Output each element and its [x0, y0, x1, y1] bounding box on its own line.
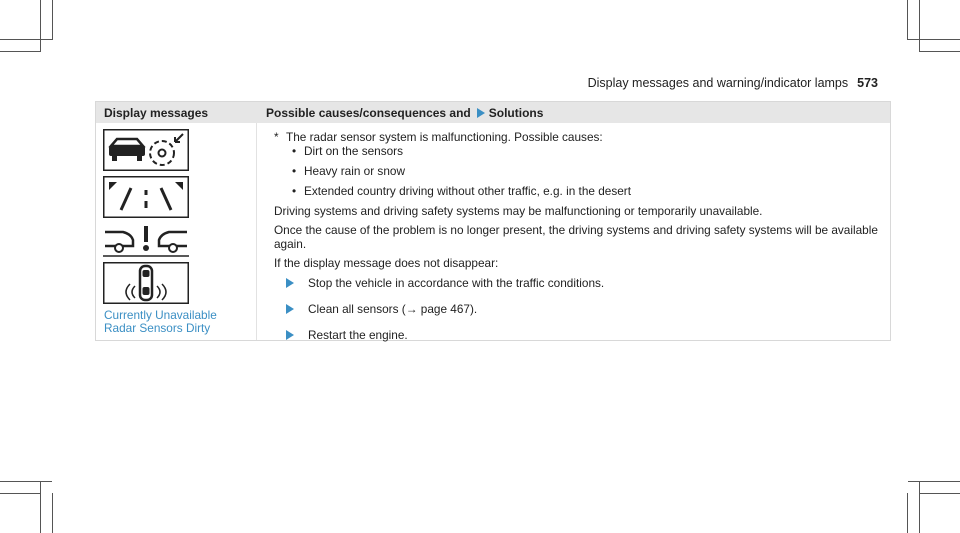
step-arrow-icon: [286, 330, 294, 340]
page-header-title: Display messages and warning/indicator lamps: [587, 76, 849, 90]
status-line-2: Radar Sensors Dirty: [104, 321, 211, 335]
crop-mark: [40, 481, 41, 533]
crop-mark: [0, 493, 41, 494]
radar-sensor-gauge-icon: [103, 129, 189, 171]
col-heading-causes: [266, 106, 543, 120]
column-divider: [256, 123, 257, 340]
vehicle-distance-warning-icon: [103, 222, 189, 258]
paragraph: If the display message does not disappear:: [274, 256, 499, 270]
crop-mark: [919, 51, 960, 52]
list-item: • Extended country driving without other traffic, e.g. in the desert: [292, 184, 884, 198]
col-heading-causes-text: Possible causes/consequences and: [266, 106, 471, 120]
status-line-1: Currently Unavailable: [104, 308, 217, 322]
crop-mark: [0, 481, 52, 482]
col-heading-solutions-text: Solutions: [488, 106, 544, 120]
crop-mark: [919, 493, 960, 494]
list-item: • Dirt on the sensors: [292, 144, 884, 158]
solution-arrow-icon: [477, 108, 485, 118]
message-table: [95, 101, 891, 341]
lane-assist-lines-icon: [103, 176, 189, 218]
crop-mark: [0, 51, 41, 52]
table-header: [96, 102, 890, 123]
step-arrow-icon: [286, 278, 294, 288]
crop-mark: [908, 39, 960, 40]
paragraph: Once the cause of the problem is no longer present, the driving systems and driving safety systems will be available again.: [274, 223, 878, 251]
crop-mark: [919, 481, 920, 533]
intro-sentence: The radar sensor system is malfunctioning. Possible causes:: [286, 130, 603, 144]
cause-list: [292, 144, 884, 198]
step-arrow-icon: [286, 304, 294, 314]
page-number: 573: [857, 76, 878, 90]
paragraph: Driving systems and driving safety systems may be malfunctioning or temporarily unavailable.: [274, 204, 763, 218]
crop-mark: [908, 481, 960, 482]
intro-text: [274, 130, 884, 144]
crop-mark: [907, 493, 908, 533]
list-item: [274, 302, 884, 316]
list-item: [274, 328, 884, 342]
crop-mark: [52, 0, 53, 40]
step-text: Restart the engine.: [308, 328, 408, 342]
page-header: [588, 76, 878, 90]
step-text: Clean all sensors (→ page 467).: [308, 302, 478, 316]
asterisk: *: [274, 130, 279, 144]
step-text: Stop the vehicle in accordance with the traffic conditions.: [308, 276, 605, 290]
list-item: [274, 276, 884, 290]
solution-steps: [274, 276, 884, 342]
crop-mark: [52, 493, 53, 533]
col-heading-display-messages: Display messages: [104, 106, 209, 120]
list-item: • Heavy rain or snow: [292, 164, 884, 178]
parking-sensor-car-icon: [103, 262, 189, 304]
causes-solutions: [274, 130, 884, 354]
crop-mark: [40, 0, 41, 52]
crop-mark: [0, 39, 52, 40]
crop-mark: [907, 0, 908, 40]
crop-mark: [919, 0, 920, 52]
status-message: [104, 309, 217, 335]
